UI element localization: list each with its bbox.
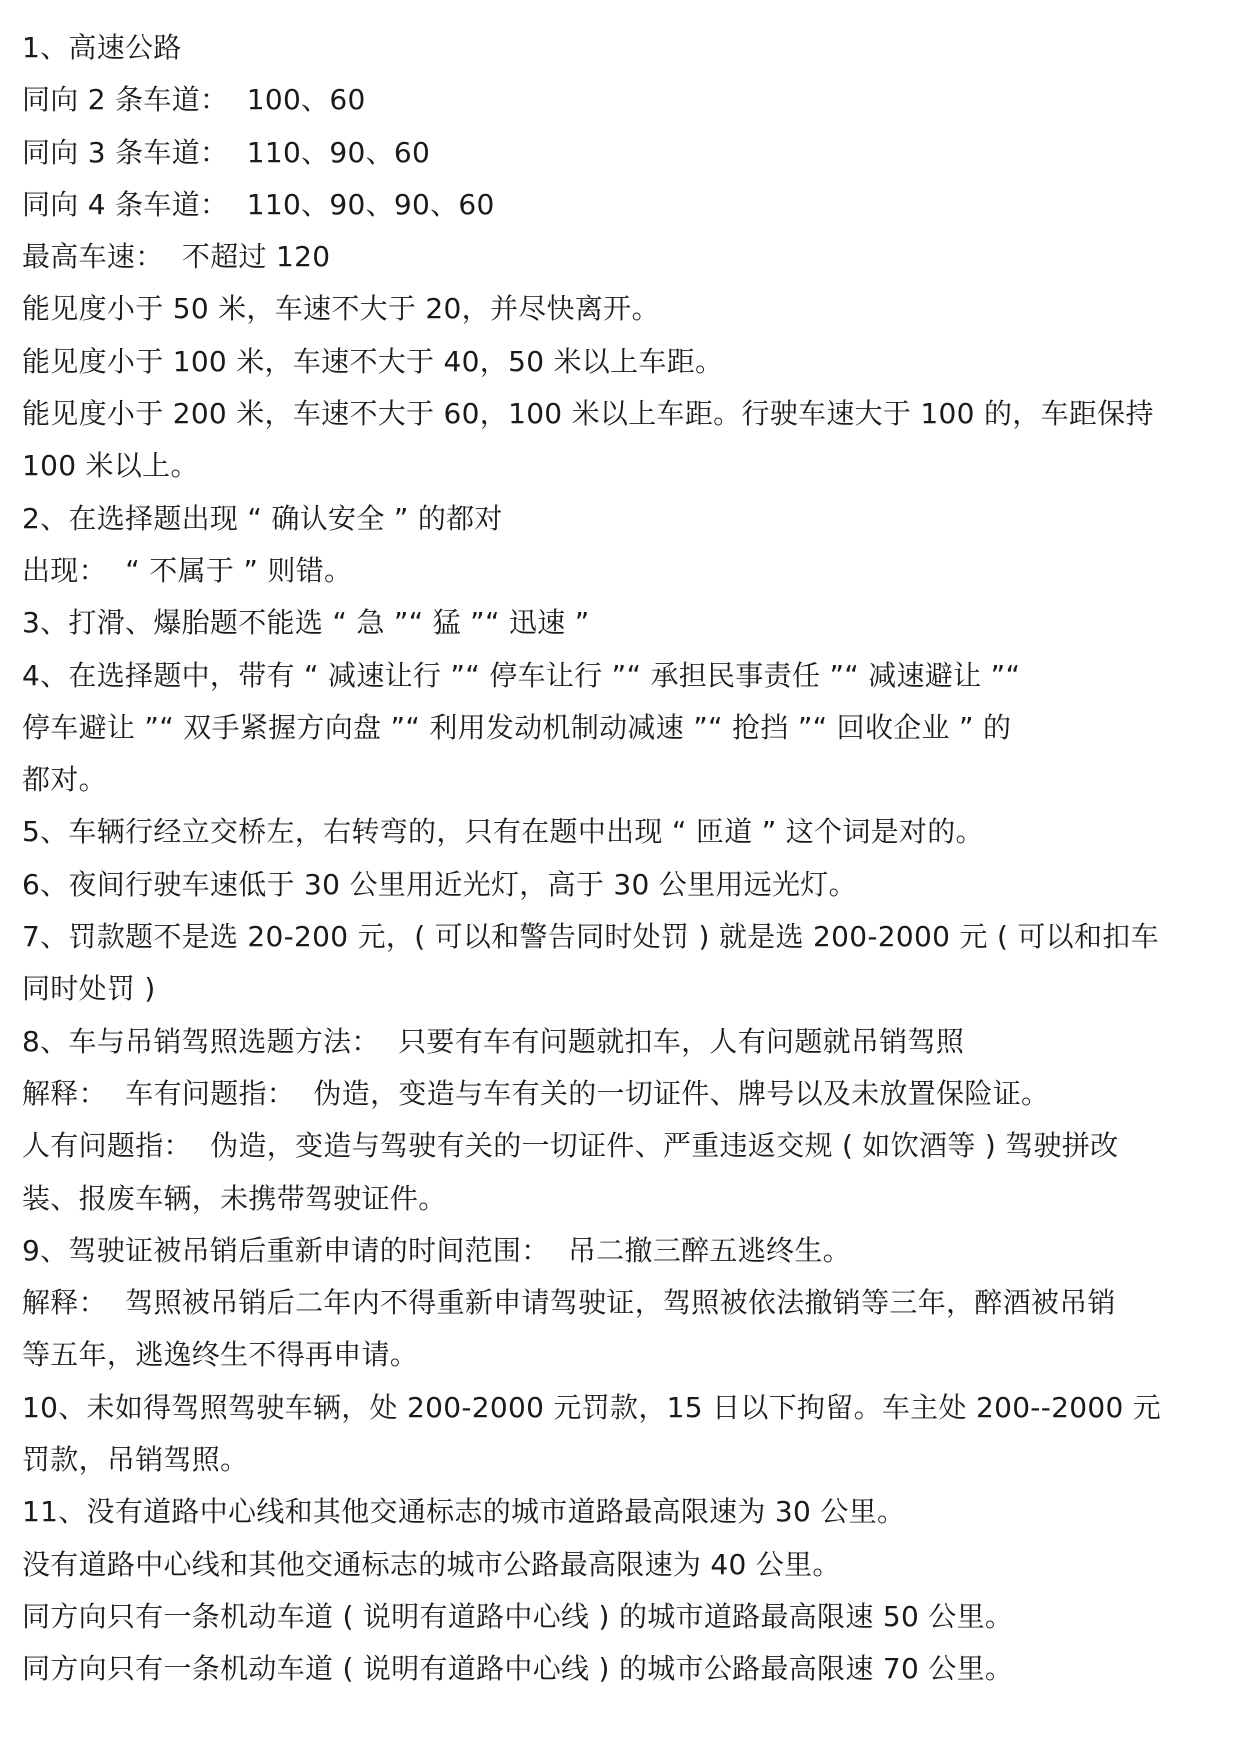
text-line: 100 米以上。 [22, 449, 199, 483]
text-line: 7、罚款题不是选 20-200 元，( 可以和警告同时处罚 ) 就是选 200-2000 元 ( 可以和扣车 [22, 920, 1159, 954]
text-line: 罚款，吊销驾照。 [22, 1443, 249, 1477]
document-body [22, 22, 1218, 1696]
text-line: 同向 2 条车道： 100、60 [22, 83, 366, 117]
text-line: 能见度小于 50 米，车速不大于 20，并尽快离开。 [22, 292, 660, 326]
text-line: 没有道路中心线和其他交通标志的城市公路最高限速为 40 公里。 [22, 1547, 841, 1581]
text-line: 8、车与吊销驾照选题方法： 只要有车有问题就扣车，人有问题就吊销驾照 [22, 1024, 965, 1058]
text-line: 同向 4 条车道： 110、90、90、60 [22, 187, 495, 221]
text-line: 人有问题指： 伪造，变造与驾驶有关的一切证件、严重违返交规 ( 如饮酒等 ) 驾驶拼改 [22, 1129, 1119, 1163]
text-line: 等五年，逃逸终生不得再申请。 [22, 1338, 419, 1372]
text-line: 解释： 驾照被吊销后二年内不得重新申请驾驶证，驾照被依法撤销等三年，醉酒被吊销 [22, 1286, 1116, 1320]
text-line: 能见度小于 200 米，车速不大于 60，100 米以上车距。行驶车速大于 100 的，车距保持 [22, 397, 1154, 431]
text-line: 出现： “ 不属于 ” 则错。 [22, 553, 353, 587]
text-line: 5、车辆行经立交桥左，右转弯的，只有在题中出现 “ 匝道 ” 这个词是对的。 [22, 815, 984, 849]
text-line: 1、高速公路 [22, 31, 182, 64]
text-line: 3、打滑、爆胎题不能选 “ 急 ”“ 猛 ”“ 迅速 ” [22, 606, 590, 640]
text-line: 停车避让 ”“ 双手紧握方向盘 ”“ 利用发动机制动减速 ”“ 抢挡 ”“ 回收企业 ” 的 [22, 710, 1012, 744]
text-line: 9、驾驶证被吊销后重新申请的时间范围： 吊二撤三醉五逃终生。 [22, 1233, 851, 1267]
text-line: 最高车速： 不超过 120 [22, 240, 331, 274]
text-line: 同向 3 条车道： 110、90、60 [22, 135, 431, 169]
text-line: 装、报废车辆，未携带驾驶证件。 [22, 1181, 447, 1215]
text-line: 4、在选择题中，带有 “ 减速让行 ”“ 停车让行 ”“ 承担民事责任 ”“ 减速避让 ”“ [22, 658, 1021, 692]
text-line: 同时处罚 ) [22, 972, 156, 1006]
text-line: 都对。 [22, 763, 107, 797]
text-line: 同方向只有一条机动车道 ( 说明有道路中心线 ) 的城市公路最高限速 70 公里。 [22, 1652, 1014, 1686]
text-line: 2、在选择题出现 “ 确认安全 ” 的都对 [22, 501, 503, 535]
text-line: 同方向只有一条机动车道 ( 说明有道路中心线 ) 的城市道路最高限速 50 公里。 [22, 1599, 1014, 1633]
text-line: 解释： 车有问题指： 伪造，变造与车有关的一切证件、牌号以及未放置保险证。 [22, 1076, 1050, 1110]
text-line: 11、没有道路中心线和其他交通标志的城市道路最高限速为 30 公里。 [22, 1495, 906, 1529]
text-line: 6、夜间行驶车速低于 30 公里用近光灯，高于 30 公里用远光灯。 [22, 867, 857, 901]
text-line: 能见度小于 100 米，车速不大于 40，50 米以上车距。 [22, 344, 724, 378]
text-line: 10、未如得驾照驾驶车辆，处 200-2000 元罚款，15 日以下拘留。车主处 200--2000 元 [22, 1390, 1162, 1424]
